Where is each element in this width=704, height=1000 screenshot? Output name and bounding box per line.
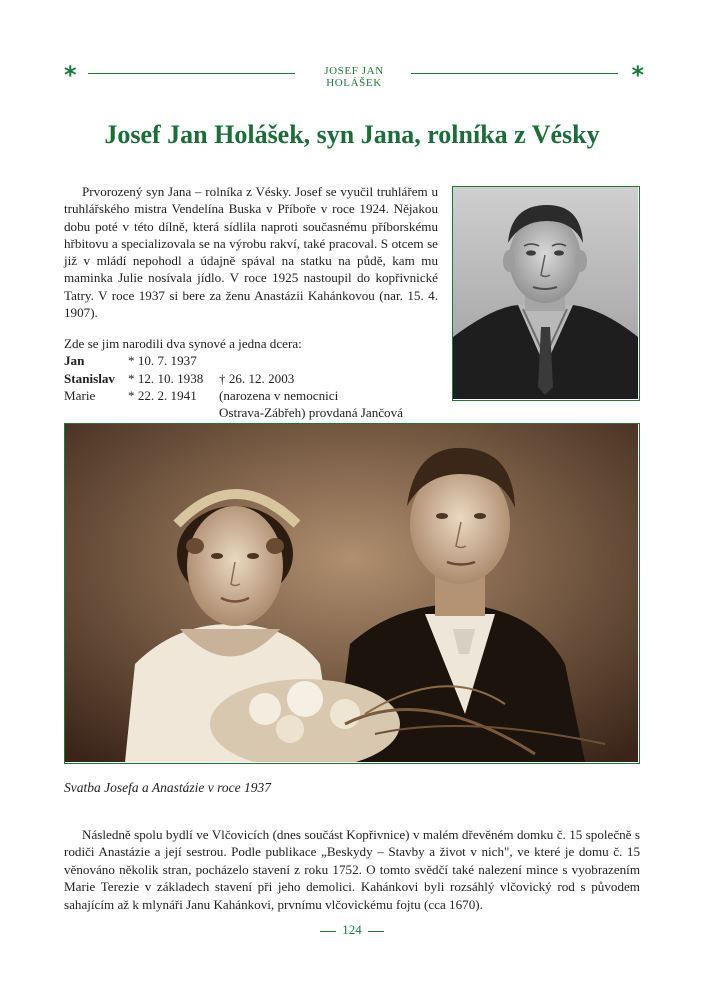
children-list bbox=[64, 335, 444, 421]
asterisk-ornament-icon: * bbox=[64, 61, 77, 89]
child-name: Jan bbox=[64, 353, 85, 369]
list-item bbox=[64, 387, 444, 404]
list-item-continued bbox=[64, 404, 444, 421]
children-intro: Zde se jim narodili dva synové a jedna dcera: bbox=[64, 336, 302, 351]
child-born: * 10. 7. 1937 bbox=[128, 353, 197, 369]
child-born: * 12. 10. 1938 bbox=[128, 370, 204, 386]
list-item bbox=[64, 352, 444, 369]
running-header bbox=[64, 60, 644, 90]
body-text bbox=[64, 826, 640, 913]
header-rule-left bbox=[88, 73, 295, 74]
list-item bbox=[64, 370, 444, 387]
intro-text bbox=[64, 183, 438, 321]
body-paragraph: Následně spolu bydlí ve Vlčovicích (dnes součást Kopřivnice) v malém dřevěném domku č. 15 společně s rodiči Anastázie a její sestrou. Podle publikace „Beskydy – Stavby a život v nich", ve které je domu č. 15 věnováno několik stran, pocházelo stavení z roku 1752. O tomto svědčí také nalezení mince s vyobrazením Marie Terezie v základech stavení při jeho demolici. Kahánkovi byli rozsáhlý vlčovický rod s původem sahajícím až k mlynáři Janu Kahánkovi, prvnímu vlčovickému fojtu (cca 1670). bbox=[64, 827, 640, 912]
page-number: 124 bbox=[342, 922, 362, 937]
photo-caption: Svatba Josefa a Anastázie v roce 1937 bbox=[64, 780, 271, 795]
child-name: Stanislav bbox=[64, 370, 115, 386]
portrait-photo bbox=[452, 186, 640, 401]
child-died: † 26. 12. 2003 bbox=[219, 370, 295, 386]
header-rule-right bbox=[411, 73, 618, 74]
wedding-photo bbox=[64, 423, 640, 764]
intro-paragraph: Prvorozený syn Jana – rolníka z Vésky. Josef se vyučil truhlářem u truhlářského mistra Vendelína Buska v Příboře v roce 1924. Nějakou dobu poté v této dílně, která sídlila naproti současnému příborskému hřbitovu a specializovala se na výrobu rakví, také pracoval. S otcem se již v mládí nepohodl a údajně spával na statku na půdě, kam mu maminka Julie nosívala jídlo. V roce 1925 nastoupil do kopřivnické Tatry. V roce 1937 si bere za ženu Anastázii Kahánkovou (nar. 15. 4. 1907). bbox=[64, 184, 438, 321]
page-title: Josef Jan Holášek, syn Jana, rolníka z Vésky bbox=[104, 120, 600, 149]
child-name: Marie bbox=[64, 387, 96, 403]
portrait-image bbox=[453, 187, 638, 399]
child-note: (narozena v nemocnici bbox=[219, 387, 339, 403]
child-note-continued: Ostrava-Zábřeh) provdaná Jančová bbox=[219, 405, 403, 421]
wedding-image bbox=[65, 424, 638, 762]
child-born: * 22. 2. 1941 bbox=[128, 387, 197, 403]
children-intro-line bbox=[64, 335, 444, 352]
footer-dash-left bbox=[320, 931, 336, 932]
running-title: JOSEF JAN HOLÁŠEK bbox=[324, 65, 384, 89]
footer-dash-right bbox=[368, 931, 384, 932]
page-footer bbox=[0, 922, 704, 938]
asterisk-ornament-icon: * bbox=[631, 61, 644, 89]
